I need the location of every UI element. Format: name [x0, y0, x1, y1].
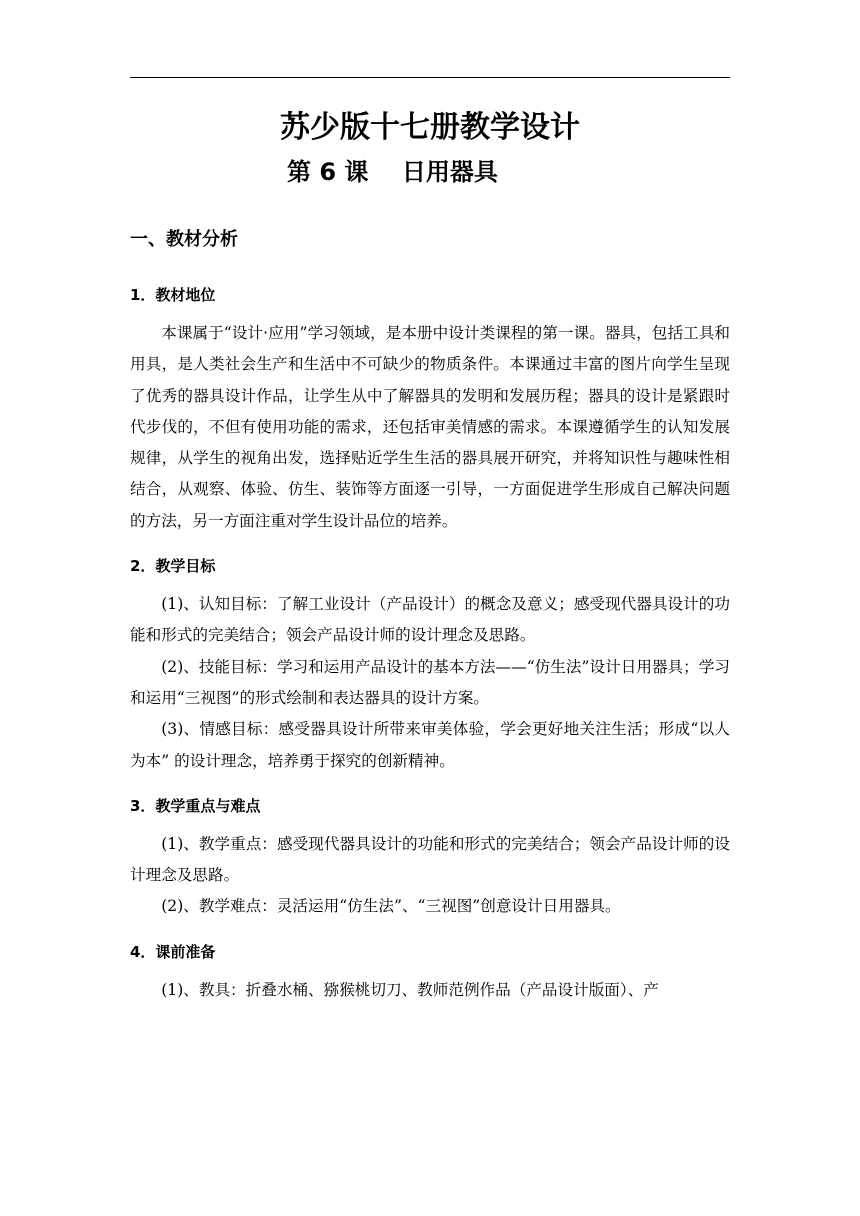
key-point-item: (1)、教学重点：感受现代器具设计的功能和形式的完美结合；领会产品设计师的设计理念及思路。: [130, 834, 730, 885]
paragraph-textbook-position: 本课属于“设计·应用”学习领域，是本册中设计类课程的第一课。器具，包括工具和用具，是人类社会生产和生活中不可缺少的物质条件。本课通过丰富的图片向学生呈现了优秀的器具设计作品，让学生从中了解器具的发明和发展历程；器具的设计是紧跟时代步伐的，不但有使用功能的需求，还包括审美情感的需求。本课遵循学生的认知发展规律，从学生的视角出发，选择贴近学生生活的器具展开研究，并将知识性与趣味性相结合，从观察、体验、仿生、装饰等方面逐一引导，一方面促进学生形成自己解决问题的方法，另一方面注重对学生设计品位的培养。: [130, 324, 730, 530]
header-rule: [130, 77, 730, 78]
goal-item-cognitive: (1)、认知目标：了解工业设计（产品设计）的概念及意义；感受现代器具设计的功能和形式的完美结合；领会产品设计师的设计理念及思路。: [130, 595, 730, 645]
lesson-subtitle: 第 6 课 日用器具: [287, 158, 498, 186]
preparation-item-teaching-aids: (1)、教具：折叠水桶、猕猴桃切刀、教师范例作品（产品设计版面）、产: [161, 980, 659, 999]
goal-item-skill: (2)、技能目标：学习和运用产品设计的基本方法——“仿生法”设计日用器具；学习和运用“三视图”的形式绘制和表达器具的设计方案。: [130, 657, 730, 707]
subsection-heading-teaching-goals: 2．教学目标: [130, 557, 216, 576]
subsection-heading-preparation: 4．课前准备: [130, 942, 216, 961]
goal-item-emotional: (3)、情感目标：感受器具设计所带来审美体验，学会更好地关注生活；形成“以人为本” 的设计理念，培养勇于探究的创新精神。: [130, 720, 730, 770]
document-body: [130, 222, 730, 1006]
document-title: 苏少版十七册教学设计: [280, 110, 580, 145]
difficult-point-item: (2)、教学难点：灵活运用“仿生法”、“三视图”创意设计日用器具。: [161, 897, 621, 916]
section-heading-textbook-analysis: 一、教材分析: [130, 229, 238, 250]
subsection-heading-key-points: 3．教学重点与难点: [130, 796, 261, 815]
subsection-heading-textbook-position: 1．教材地位: [130, 286, 216, 304]
